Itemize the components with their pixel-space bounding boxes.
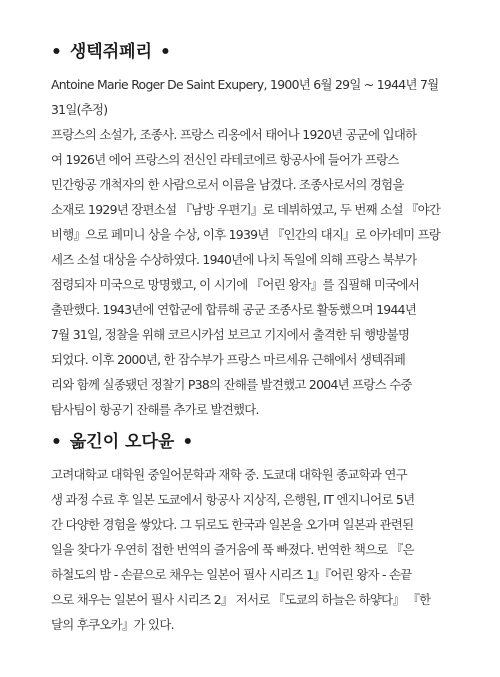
bullet-right: • [160, 42, 171, 62]
author-name: 생텍쥐페리 [69, 42, 152, 62]
author-bio: Antoine Marie Roger De Saint Exupery, 1900년 6월 29일 ~ 1944년 7월 31일(추정) 프랑스의 소설가, 조종사. 프랑스 리옹에서 태어나 1920년 공군에 입대하 여 1926년 에어 프랑스의 전신인 라테코에르 항공사에 들어가 프랑스 민간항공 개척자의 한 사람으로서 이름을 남겼다. 조종사로서의 경험을 소재로 1929년 장편소설 『남방 우편기』로 데뷔하였고, 두 번째 소설 『야간 비행』으로 페미니 상을 수상, 이후 1939년 『인간의 대지』로 아카데미 프랑 세즈 소설 대상을 수상하였다. 1940년에 나치 독일에 의해 프랑스 북부가 점령되자 미국으로 망명했고, 이 시기에 『어린 왕자』를 집필해 미국에서 출판했다. 1943년에 연합군에 합류해 공군 조종사로 활동했으며 1944년 7월 31일, 정찰을 위해 코르시카섬 보르고 기지에서 출격한 뒤 행방불명 되었다. 이후 2000년, 한 잠수부가 프랑스 마르세유 근해에서 생텍쥐페 리와 함께 실종됐던 정찰기 P38의 잔해를 발견했고 2004년 프랑스 수중 탐사팀이 항공기 잔해를 추가로 발견했다. [51, 77, 441, 417]
bullet-left: • [51, 42, 62, 62]
author-heading [51, 41, 451, 63]
translator-bio: 고려대학교 대학원 중일어문학과 재학 중. 도쿄대 대학원 종교학과 연구 생 과정 수료 후 일본 도쿄에서 항공사 지상직, 은행원, IT 엔지니어로 5년 간 다양한 경험을 쌓았다. 그 뒤로도 한국과 일본을 오가며 일본과 관련된 일을 찾다가 우연히 접한 번역의 즐거움에 푹 빠졌다. 번역한 책으로 『은 하철도의 밤 - 손끝으로 채우는 일본어 필사 시리즈 1』『어린 왕자 - 손끝 으로 채우는 일본어 필사 시리즈 2』 저서로 『도쿄의 하늘은 하얗다』 『한 달의 후쿠오카』가 있다. [51, 467, 431, 632]
translator-heading [51, 431, 451, 453]
translator-section [51, 431, 451, 637]
bullet-right: • [182, 432, 194, 452]
author-section [51, 41, 451, 422]
translator-name: 옮긴이 오다윤 [69, 432, 175, 452]
bullet-left: • [51, 432, 62, 452]
